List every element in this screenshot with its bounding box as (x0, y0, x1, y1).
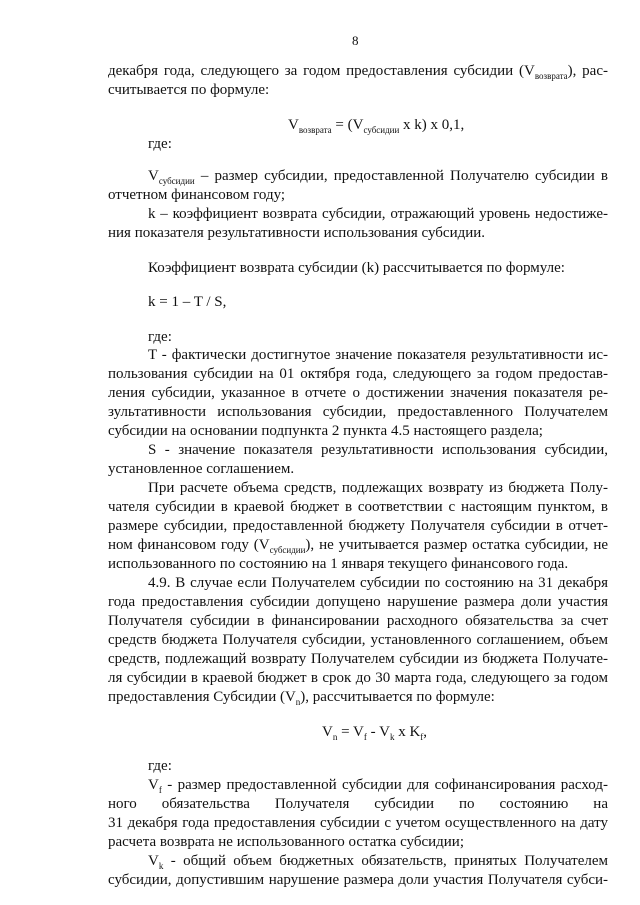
formula-k: k = 1 – T / S, (148, 294, 227, 310)
text-line: T - фактически достигнутое значение показателя результативности ис- (148, 347, 608, 363)
text-line: считывается по формуле: (108, 82, 270, 98)
text-line: При расчете объема средств, подлежащих возврату из бюджета Полу- (148, 480, 608, 496)
text-line: ния показателя результативности использования субсидии. (108, 225, 486, 241)
formula-v-vozvrata: $V_{возврата} = (V_{субсидии}$ x k) x 0,1, (288, 117, 465, 135)
text-line: года предоставления субсидии допущено нарушение размера доли участия (108, 594, 608, 610)
text-line: S - значение показателя результативности использования субсидии, (148, 442, 608, 458)
text-line: расчета возврата не использованного остатка субсидии; (108, 834, 465, 850)
page-number: 8 (352, 33, 359, 48)
text-line: средств бюджета Получателя субсидии, установленного соглашением, объем (108, 632, 608, 648)
text-line: 4.9. В случае если Получателем субсидии по состоянию на 31 декабря (148, 575, 608, 591)
text-line: 31 декабря года предоставления субсидии с учетом осуществленного на дату (108, 815, 608, 831)
text-line: Коэффициент возврата субсидии (k) рассчитывается по формуле: (148, 260, 565, 276)
text-line: чателя субсидии в краевой бюджет в соответствии с настоящим пунктом, в (108, 499, 608, 515)
text-line: установленное соглашением. (108, 461, 295, 477)
text-line: средств, подлежащий возврату Получателем субсидии из бюджета Получате- (108, 651, 608, 667)
text-line: $V_k$ - общий объем бюджетных обязательств, принятых Получателем (148, 853, 608, 871)
text-line: ном финансовом году $(V_{субсидии})$, не учитывается размер остатка субсидии, не (108, 537, 609, 555)
text-line: субсидии на основании подпункта 2 пункта 4.5 настоящего раздела; (108, 423, 543, 439)
text-line: субсидии, допустившим нарушение размера доли участия Получателя субси- (108, 872, 608, 888)
formula-vn: $V_n = V_f - V_k$ x $K_f$, (322, 724, 428, 742)
text-line: зультативности использования субсидии, предоставленного Получателем (108, 404, 608, 420)
text-line: где: (148, 136, 172, 152)
text-line: $V_{субсидии}$ – размер субсидии, предоставленной Получателю субсидии в (148, 168, 608, 186)
text-line: ля субсидии в краевой бюджет в срок до 30 марта года, следующего за годом (108, 670, 608, 686)
text-line: использованного по состоянию на 1 января текущего финансового года. (108, 556, 569, 572)
text-line: пользования субсидии на 01 октября года, следующего за годом предостав- (108, 366, 608, 382)
text-line: Получателя субсидии в финансировании расходного обязательства за счет (108, 613, 608, 629)
text-line: где: (148, 758, 172, 774)
text-line: размере субсидии, предоставленной бюджету Получателя субсидии в отчет- (108, 518, 608, 534)
text-line: где: (148, 329, 172, 345)
text-line: предоставления Субсидии $(V_n)$, рассчитывается по формуле: (108, 689, 495, 707)
text-line: $V_f$ - размер предоставленной субсидии для софинансирования расход- (148, 777, 608, 795)
text-line: отчетном финансовом году; (108, 187, 286, 203)
text-line: ления субсидии, указанное в отчете о достижении значения показателя ре- (108, 385, 608, 401)
text-line: декабря года, следующего за годом предоставления субсидии $(V_{возврата})$, рас- (108, 63, 608, 81)
text-line: ного обязательства Получателя субсидии по состоянию на (108, 796, 608, 812)
text-line: k – коэффициент возврата субсидии, отражающий уровень недостиже- (148, 206, 608, 222)
